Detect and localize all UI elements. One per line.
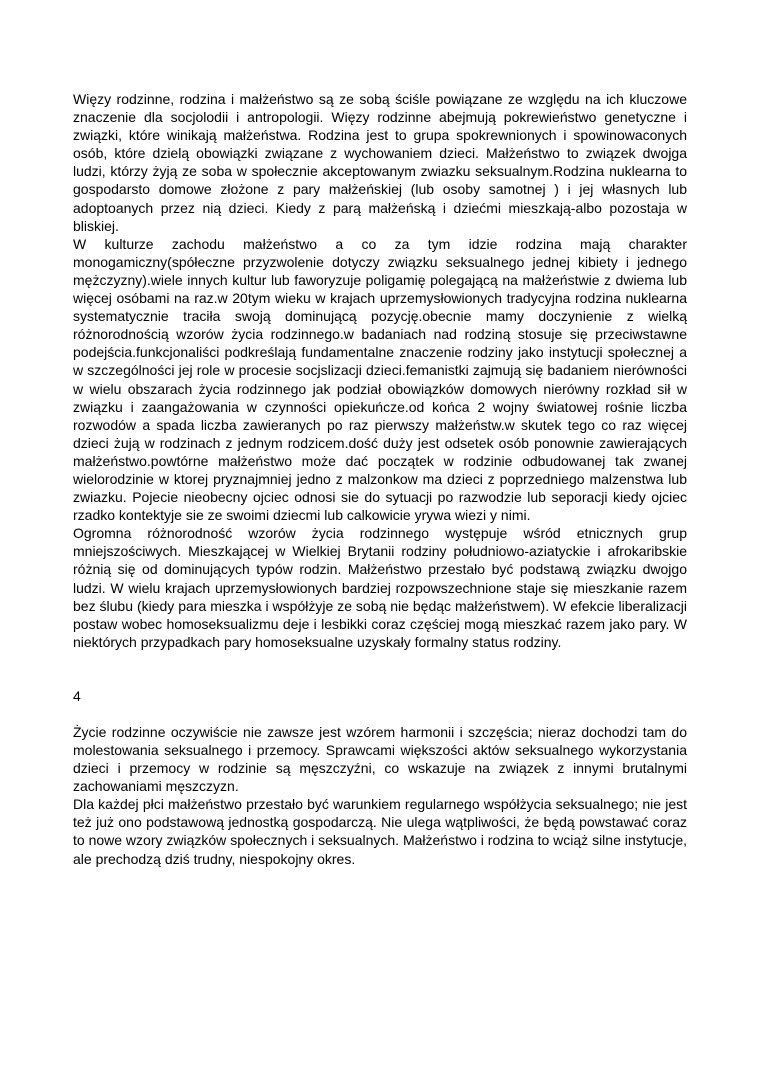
page-number: 4 bbox=[73, 687, 81, 704]
document-page bbox=[73, 90, 687, 868]
paragraph-western-culture: W kulturze zachodu małżeństwo a co za tym idzie rodzina mają charakter monogamiczny(spółeczne przyzwolenie dotyczy związku seksualnego jednej kibiety i jednego mężczyzny).wiele innych kultur lub faworyzuje poligamię polegającą na małżeństwie z dwiema lub więcej osóbami na raz.w 20tym wieku w krajach uprzemysłowionych tradycyjna rodzina nuklearna systematycznie traciła swoją dominującą pozycję.obecnie mamy doczynienie z wielką różnorodnością wzorów życia rodzinnego.w badaniach nad rodziną stosuje się przeciwstawne podejścia.funkcjonaliści podkreślają fundamentalne znaczenie rodziny jako instytucji społecznej a w szczególności jej role w procesie socjslizacji dzieci.femanistki zajmują się badaniem nierówności w wielu obszarach życia rodzinnego jak podział obowiązków domowych nierówny rozkład sił w związku i zaangażowania w czynności opiekuńcze.od końca 2 wojny światowej rośnie liczba rozwodów a spada liczba zawieranych po raz pierwszy małżeństw.w skutek tego co raz więcej dzieci żują w rodzinach z jednym rodzicem.dość duży jest odsetek osób ponownie zawierających małżeństwo.powtórne małżeństwo może dać początek w rodzinie odbudowanej tak zwanej wielorodzinie w ktorej pryznajmniej jedno z malzonkow ma dzieci z poprzedniego malzenstwa lub zwiazku. Pojecie nieobecny ojciec odnosi sie do sytuacji po razwodzie lub seporacji kiedy ojciec rzadko kontektyje sie ze swoimi dziecmi lub calkowicie yrywa wiezi y nimi. bbox=[73, 235, 687, 524]
paragraph-marriage-future: Dla każdej płci małżeństwo przestało być warunkiem regularnego współżycia seksualnego; nie jest też już ono podstawową jednostką gospodarczą. Nie ulega wątpliwości, że będą powstawać coraz to nowe wzory związków społecznych i seksualnych. Małżeństwo i rodzina to wciąż silne instytucje, ale prechodzą dziś trudny, niespokojny okres. bbox=[73, 796, 687, 867]
spacer bbox=[73, 651, 687, 687]
spacer bbox=[73, 705, 687, 723]
section-2 bbox=[73, 723, 687, 868]
section-1 bbox=[73, 90, 687, 651]
paragraph-ethnic-diversity: Ogromna różnorodność wzorów życia rodzinnego występuje wśród etnicznych grup mniejszościwych. Mieszkającej w Wielkiej Brytanii rodziny południowo-aziatyckie i afrokaribskie różnią się od dominujących typów rodzin. Małżeństwo przestało być podstawą związku dwojgo ludzi. W wielu krajach uprzemysłowionych bardziej rozpowszechnione staje się mieszkanie razem bez ślubu (kiedy para mieszka i współżyje ze sobą nie będąc małżeństwem). W efekcie liberalizacji postaw wobec homoseksualizmu deje i lesbikki coraz częściej mogą mieszkać razem jako pary. W niektórych przypadkach pary homoseksualne uzyskały formalny status rodziny. bbox=[73, 525, 687, 650]
paragraph-family-ties: Więzy rodzinne, rodzina i małżeństwo są ze sobą ściśle powiązane ze względu na ich kluczowe znaczenie dla socjolodii i antropologii. Więzy rodzinne abejmują pokrewieństwo genetyczne i związki, które winikają małżeństwa. Rodzina jest to grupa spokrewnionych i spowinowaconych osób, które dzielą obowiązki związane z wychowaniem dzieci. Małżeństwo to związek dwojga ludzi, którzy żyją ze soba w społecznie akceptowanym zwiazku seksualnym.Rodzina nuklearna to gospodarsto domowe złożone z pary małżeńskiej (lub osoby samotnej ) i jej własnych lub adoptoanych przez nią dzieci. Kiedy z parą małżeńską i dziećmi mieszkają-albo pozostaja w bliskiej. bbox=[73, 91, 687, 234]
paragraph-family-violence: Życie rodzinne oczywiście nie zawsze jest wzórem harmonii i szczęścia; nieraz dochodzi tam do molestowania seksualnego i przemocy. Sprawcami większości aktów seksualnego wykorzystania dzieci i przemocy w rodzinie są męszczyźni, co wskazuje na związek z innymi brutalnymi zachowaniami męszczyzn. bbox=[73, 723, 687, 795]
